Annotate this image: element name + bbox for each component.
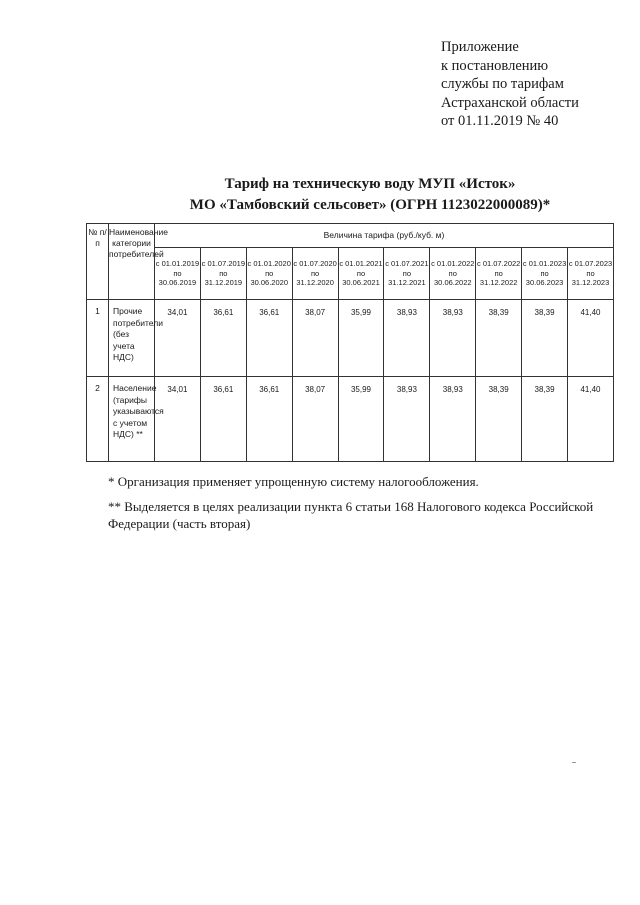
tariff-cell: 36,61 <box>246 300 292 377</box>
period-header: с 01.07.2019 по 31.12.2019 <box>200 247 246 299</box>
scan-mark <box>572 762 576 763</box>
appendix-block <box>441 38 631 131</box>
tariff-cell: 34,01 <box>155 377 201 462</box>
tariff-cell: 38,07 <box>292 300 338 377</box>
appendix-line: Приложение <box>441 39 519 55</box>
tariff-cell: 41,40 <box>568 300 614 377</box>
tariff-cell: 38,07 <box>292 377 338 462</box>
tariff-cell: 38,39 <box>476 300 522 377</box>
tariff-cell: 38,93 <box>430 377 476 462</box>
period-header: с 01.07.2021 по 31.12.2021 <box>384 247 430 299</box>
footnotes <box>108 473 608 540</box>
period-header: с 01.07.2023 по 31.12.2023 <box>568 247 614 299</box>
tariff-table <box>86 223 614 462</box>
tariff-cell: 38,39 <box>522 377 568 462</box>
footnote-1: * Организация применяет упрощенную систему налогообложения. <box>108 474 479 489</box>
period-header: с 01.01.2020 по 30.06.2020 <box>246 247 292 299</box>
period-header: с 01.01.2021 по 30.06.2021 <box>338 247 384 299</box>
tariff-cell: 34,01 <box>155 300 201 377</box>
period-header: с 01.01.2022 по 30.06.2022 <box>430 247 476 299</box>
tariff-cell: 41,40 <box>568 377 614 462</box>
row-num: 1 <box>87 300 109 377</box>
row-category: Население (тарифы указываются с учетом НДС) ** <box>109 377 155 462</box>
title-line-2: МО «Тамбовский сельсовет» (ОГРН 1123022000089)* <box>189 197 551 213</box>
header-category: Наименование категории потребителей <box>109 224 155 300</box>
table-row <box>87 377 614 462</box>
tariff-cell: 36,61 <box>200 377 246 462</box>
row-num: 2 <box>87 377 109 462</box>
appendix-line: к постановлению <box>441 57 549 74</box>
tariff-cell: 35,99 <box>338 300 384 377</box>
title-line-1: Тариф на техническую воду МУП «Исток» <box>224 176 516 192</box>
tariff-cell: 38,93 <box>430 300 476 377</box>
tariff-cell: 38,39 <box>476 377 522 462</box>
tariff-cell: 38,93 <box>384 300 430 377</box>
tariff-cell: 36,61 <box>246 377 292 462</box>
period-header: с 01.01.2019 по 30.06.2019 <box>155 247 201 299</box>
appendix-line: Астраханской области <box>441 94 579 111</box>
header-num: № п/п <box>87 224 109 300</box>
footnote-2: ** Выделяется в целях реализации пункта 6 статьи 168 Налогового кодекса Российской Федерации (часть вторая) <box>108 499 594 531</box>
table-header-row <box>87 224 614 248</box>
table-periods-row <box>87 247 614 299</box>
tariff-cell: 35,99 <box>338 377 384 462</box>
period-header: с 01.01.2023 по 30.06.2023 <box>522 247 568 299</box>
row-category: Прочие потребители (без учета НДС) <box>109 300 155 377</box>
period-header: с 01.07.2020 по 31.12.2020 <box>292 247 338 299</box>
appendix-line: службы по тарифам <box>441 76 564 92</box>
period-header: с 01.07.2022 по 31.12.2022 <box>476 247 522 299</box>
header-tariff-value: Величина тарифа (руб./куб. м) <box>155 224 614 248</box>
document-title <box>0 174 640 216</box>
table-row <box>87 300 614 377</box>
tariff-cell: 36,61 <box>200 300 246 377</box>
tariff-cell: 38,93 <box>384 377 430 462</box>
appendix-line: от 01.11.2019 № 40 <box>441 113 559 129</box>
tariff-cell: 38,39 <box>522 300 568 377</box>
